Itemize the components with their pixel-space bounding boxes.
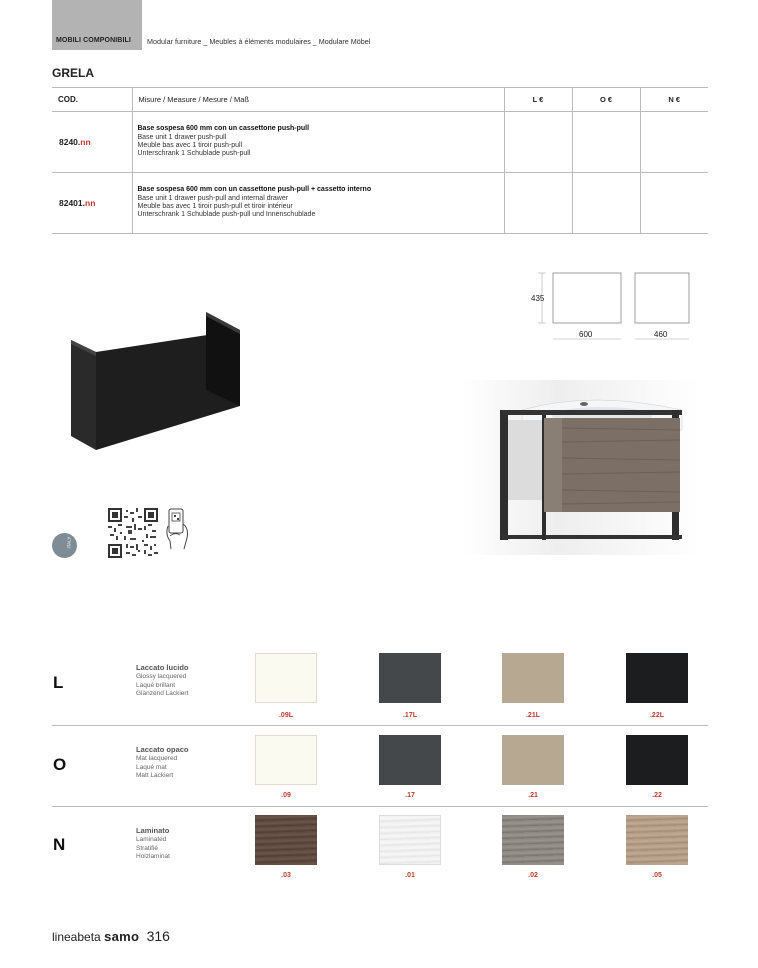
swatch-code: .21 (528, 792, 538, 799)
finish-translations (136, 755, 177, 781)
product-desc-en: Base unit 1 drawer push-pull (137, 133, 227, 141)
header-price-o: O € (572, 88, 640, 112)
color-swatch[interactable] (379, 735, 441, 785)
code-suffix: nn (85, 198, 96, 208)
category-label: MOBILI COMPONIBILI (56, 37, 131, 44)
code-number: 8240. (59, 137, 81, 147)
dimension-drawing (528, 268, 694, 344)
color-swatch[interactable] (502, 653, 564, 703)
price-cell-o (572, 173, 640, 234)
product-code (52, 112, 132, 173)
finish-name-matt: Laccato opaco (136, 745, 189, 754)
smartphone-scan-icon (165, 508, 189, 550)
wood-swatch[interactable] (255, 815, 317, 865)
finish-translations (136, 836, 170, 862)
finish-translations (136, 673, 188, 699)
product-desc-fr: Meuble bas avec 1 tiroir push-pull (137, 142, 243, 149)
page-title: GRELA (52, 66, 94, 80)
wood-swatch[interactable] (626, 815, 688, 865)
color-swatch[interactable] (502, 735, 564, 785)
swatch-code: .01 (405, 872, 415, 879)
brand-lineabeta: lineabeta (52, 930, 101, 944)
color-swatch[interactable] (379, 653, 441, 703)
header-code: COD. (52, 88, 132, 112)
header-price-l: L € (504, 88, 572, 112)
code-suffix: nn (80, 137, 91, 147)
swatch-code: .05 (652, 872, 662, 879)
swatch-code: .17 (405, 792, 415, 799)
swatch-code: .17L (402, 712, 417, 719)
swatch-code: .03 (281, 872, 291, 879)
badge-label: ITALY (66, 536, 72, 549)
wood-swatch[interactable] (502, 815, 564, 865)
qr-code (108, 508, 158, 558)
price-cell-o (572, 112, 640, 173)
price-cell-n (640, 173, 708, 234)
vanity-image (462, 380, 700, 555)
color-swatch[interactable] (626, 735, 688, 785)
dim-depth: 460 (654, 330, 668, 339)
swatch-code: .02 (528, 872, 538, 879)
color-swatch[interactable] (626, 653, 688, 703)
section-divider (52, 806, 708, 807)
made-in-italy-badge (52, 533, 77, 558)
finish-sub-de: Holzlaminat (136, 853, 170, 861)
finish-name-glossy: Laccato lucido (136, 663, 189, 672)
product-table (52, 87, 708, 234)
swatch-code: .22L (649, 712, 664, 719)
finish-sub-en: Laminated (136, 836, 167, 843)
swatch-code: .21L (525, 712, 540, 719)
product-desc-fr: Meuble bas avec 1 tiroir push-pull et tiroir intérieur (137, 203, 293, 210)
finish-sub-de: Matt Lackiert (136, 772, 174, 780)
finish-sub-de: Glänzend Lackiert (136, 690, 189, 698)
section-divider (52, 725, 708, 726)
finish-letter-n: N (53, 835, 66, 854)
table-header-row (52, 88, 708, 112)
header-price-n: N € (640, 88, 708, 112)
finish-sub-fr: Laqué mat (136, 763, 167, 771)
swatch-code: .22 (652, 792, 662, 799)
finish-letter-l: L (53, 673, 64, 692)
swatch-code: .09 (281, 792, 291, 799)
footer-brand (52, 928, 170, 944)
brand-samo: samo (104, 929, 140, 944)
color-swatch[interactable] (255, 735, 317, 785)
finish-sub-en: Mat lacquered (136, 755, 178, 762)
finish-sub-en: Glossy lacquered (136, 673, 187, 680)
table-row (52, 173, 708, 234)
price-cell-n (640, 112, 708, 173)
wood-swatch[interactable] (379, 815, 441, 865)
cabinet-image (66, 300, 246, 452)
product-desc-de: Unterschrank 1 Schublade push-pull und Innenschublade (137, 211, 316, 219)
price-cell-l (504, 112, 572, 173)
color-swatch[interactable] (255, 653, 317, 703)
product-description (132, 173, 504, 234)
code-number: 82401. (59, 198, 85, 208)
product-desc-de: Unterschrank 1 Schublade push-pull (137, 150, 251, 158)
swatch-code: .09L (278, 712, 293, 719)
price-cell-l (504, 173, 572, 234)
product-description (132, 112, 504, 173)
finish-name-laminated: Laminato (136, 826, 170, 835)
finish-letter-o: O (53, 755, 67, 774)
finish-sub-fr: Stratifié (136, 844, 159, 852)
header-measure: Misure / Measure / Mesure / Maß (132, 88, 504, 112)
product-desc-en: Base unit 1 drawer push-pull and internal drawer (137, 194, 289, 202)
table-row (52, 112, 708, 173)
product-title: Base sospesa 600 mm con un cassettone push-pull + cassetto interno (137, 186, 372, 194)
category-description: Modular furniture _ Meubles à éléments modulaires _ Modulare Möbel (147, 37, 371, 46)
page-number: 316 (146, 928, 170, 944)
product-code (52, 173, 132, 234)
finish-sub-fr: Laqué brillant (136, 681, 176, 689)
product-title: Base sospesa 600 mm con un cassettone push-pull (137, 125, 310, 133)
dim-height: 435 (531, 294, 545, 303)
dim-width: 600 (579, 330, 593, 339)
